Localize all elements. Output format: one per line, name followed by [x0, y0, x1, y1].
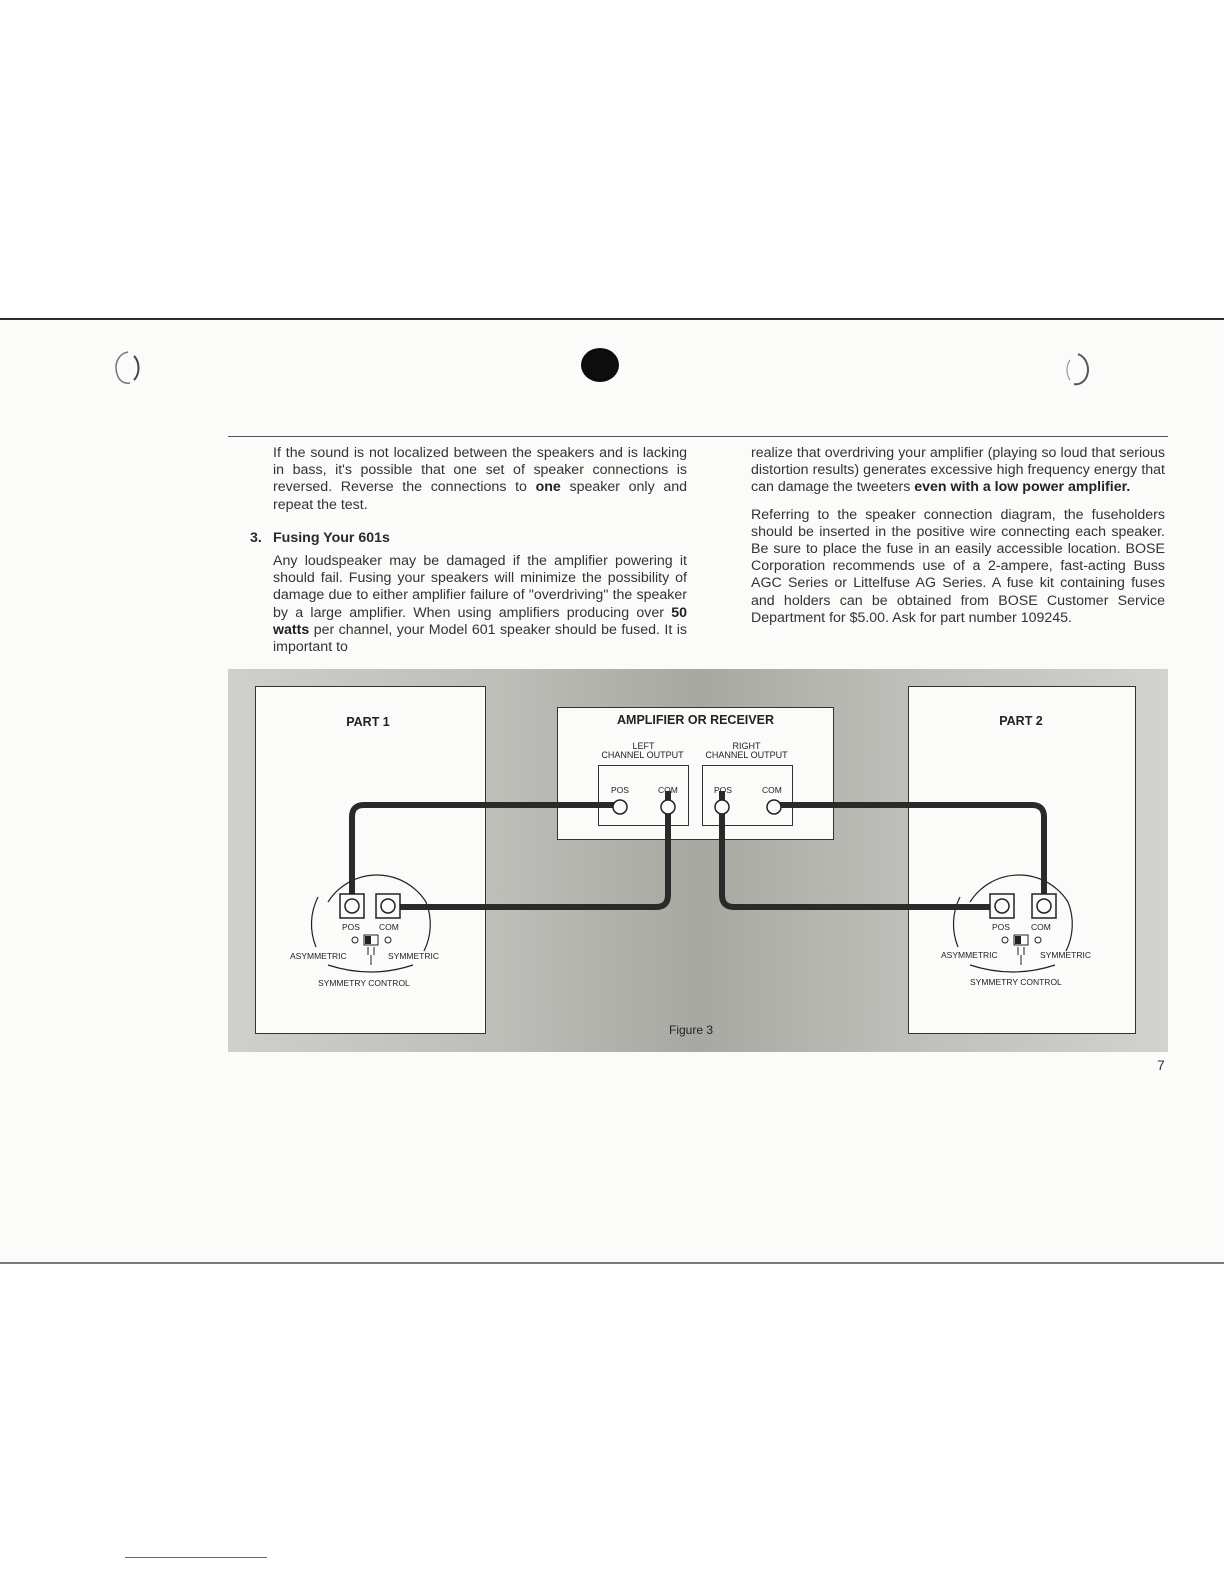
left-channel-label-1: LEFT — [632, 741, 655, 751]
left-column-text — [273, 445, 687, 524]
speaker2-symmetric-label: SYMMETRIC — [1040, 950, 1091, 960]
paragraph-overdriving: realize that overdriving your amplifier (playing so loud that serious distortion results) generates excessive high frequency energy that can damage the tweeters even with a low power amplifier. — [751, 445, 1165, 496]
amp-left-com-label: COM — [658, 785, 678, 795]
section-heading — [250, 530, 390, 546]
speaker1-symmetric-label: SYMMETRIC — [388, 951, 439, 961]
diagram-graphics — [228, 669, 1168, 1052]
left-column-fusing-text — [273, 553, 687, 666]
amplifier-title: AMPLIFIER OR RECEIVER — [617, 713, 774, 727]
bottom-rule — [125, 1557, 267, 1558]
left-channel-label-2: CHANNEL OUTPUT — [601, 750, 684, 760]
speaker2-asymmetric-label: ASYMMETRIC — [941, 950, 998, 960]
right-channel-label-1: RIGHT — [732, 741, 761, 751]
speaker1-symmetry-control-label: SYMMETRY CONTROL — [318, 978, 410, 988]
part1-label: PART 1 — [346, 715, 390, 729]
amp-right-com-label: COM — [762, 785, 782, 795]
speaker2-symmetry-control-label: SYMMETRY CONTROL — [970, 977, 1062, 987]
right-column-text — [751, 445, 1165, 637]
punch-hole-left — [108, 348, 148, 388]
header-rule — [228, 436, 1168, 437]
speaker1-com-label: COM — [379, 922, 399, 932]
paragraph-reversed-connections: If the sound is not localized between the speakers and is lacking in bass, it's possible that one set of speaker connections is reversed. Reverse the connections to one speaker only and repeat the test. — [273, 445, 688, 513]
paragraph-fuseholders: Referring to the speaker connection diagram, the fuseholders should be inserted in the positive wire connecting each speaker. Be sure to place the fuse in an easily accessible location. BOSE Corporation recommends use of a 2-ampere, fast-acting Buss AGC Series or Littelfuse AG Series. A fuse kit containing fuses and holders can be obtained from BOSE Customer Service Department for $5.00. Ask for part number 109245. — [751, 506, 1165, 626]
speaker1-asymmetric-label: ASYMMETRIC — [290, 951, 347, 961]
speaker1-pos-label: POS — [342, 922, 360, 932]
connection-diagram — [228, 669, 1168, 1052]
section-title: Fusing Your 601s — [273, 530, 390, 546]
right-channel-label-2: CHANNEL OUTPUT — [705, 750, 788, 760]
part2-label: PART 2 — [999, 714, 1043, 728]
page-number: 7 — [1157, 1057, 1165, 1073]
amp-left-pos-label: POS — [611, 785, 629, 795]
punch-hole-center — [578, 345, 622, 385]
speaker2-pos-label: POS — [992, 922, 1010, 932]
figure-caption: Figure 3 — [669, 1023, 714, 1037]
speaker2-com-label: COM — [1031, 922, 1051, 932]
section-number: 3. — [250, 530, 262, 546]
amp-right-pos-label: POS — [714, 785, 732, 795]
punch-hole-right — [1056, 350, 1096, 390]
paragraph-fusing: Any loudspeaker may be damaged if the amplifier powering it should fail. Fusing your speakers will minimize the possibility of damage due to either amplifier failure of "overdriving" the speaker by a large amplifier. When using amplifiers producing over 50 watts per channel, your Model 601 speaker should be fused. It is important to — [273, 553, 687, 656]
